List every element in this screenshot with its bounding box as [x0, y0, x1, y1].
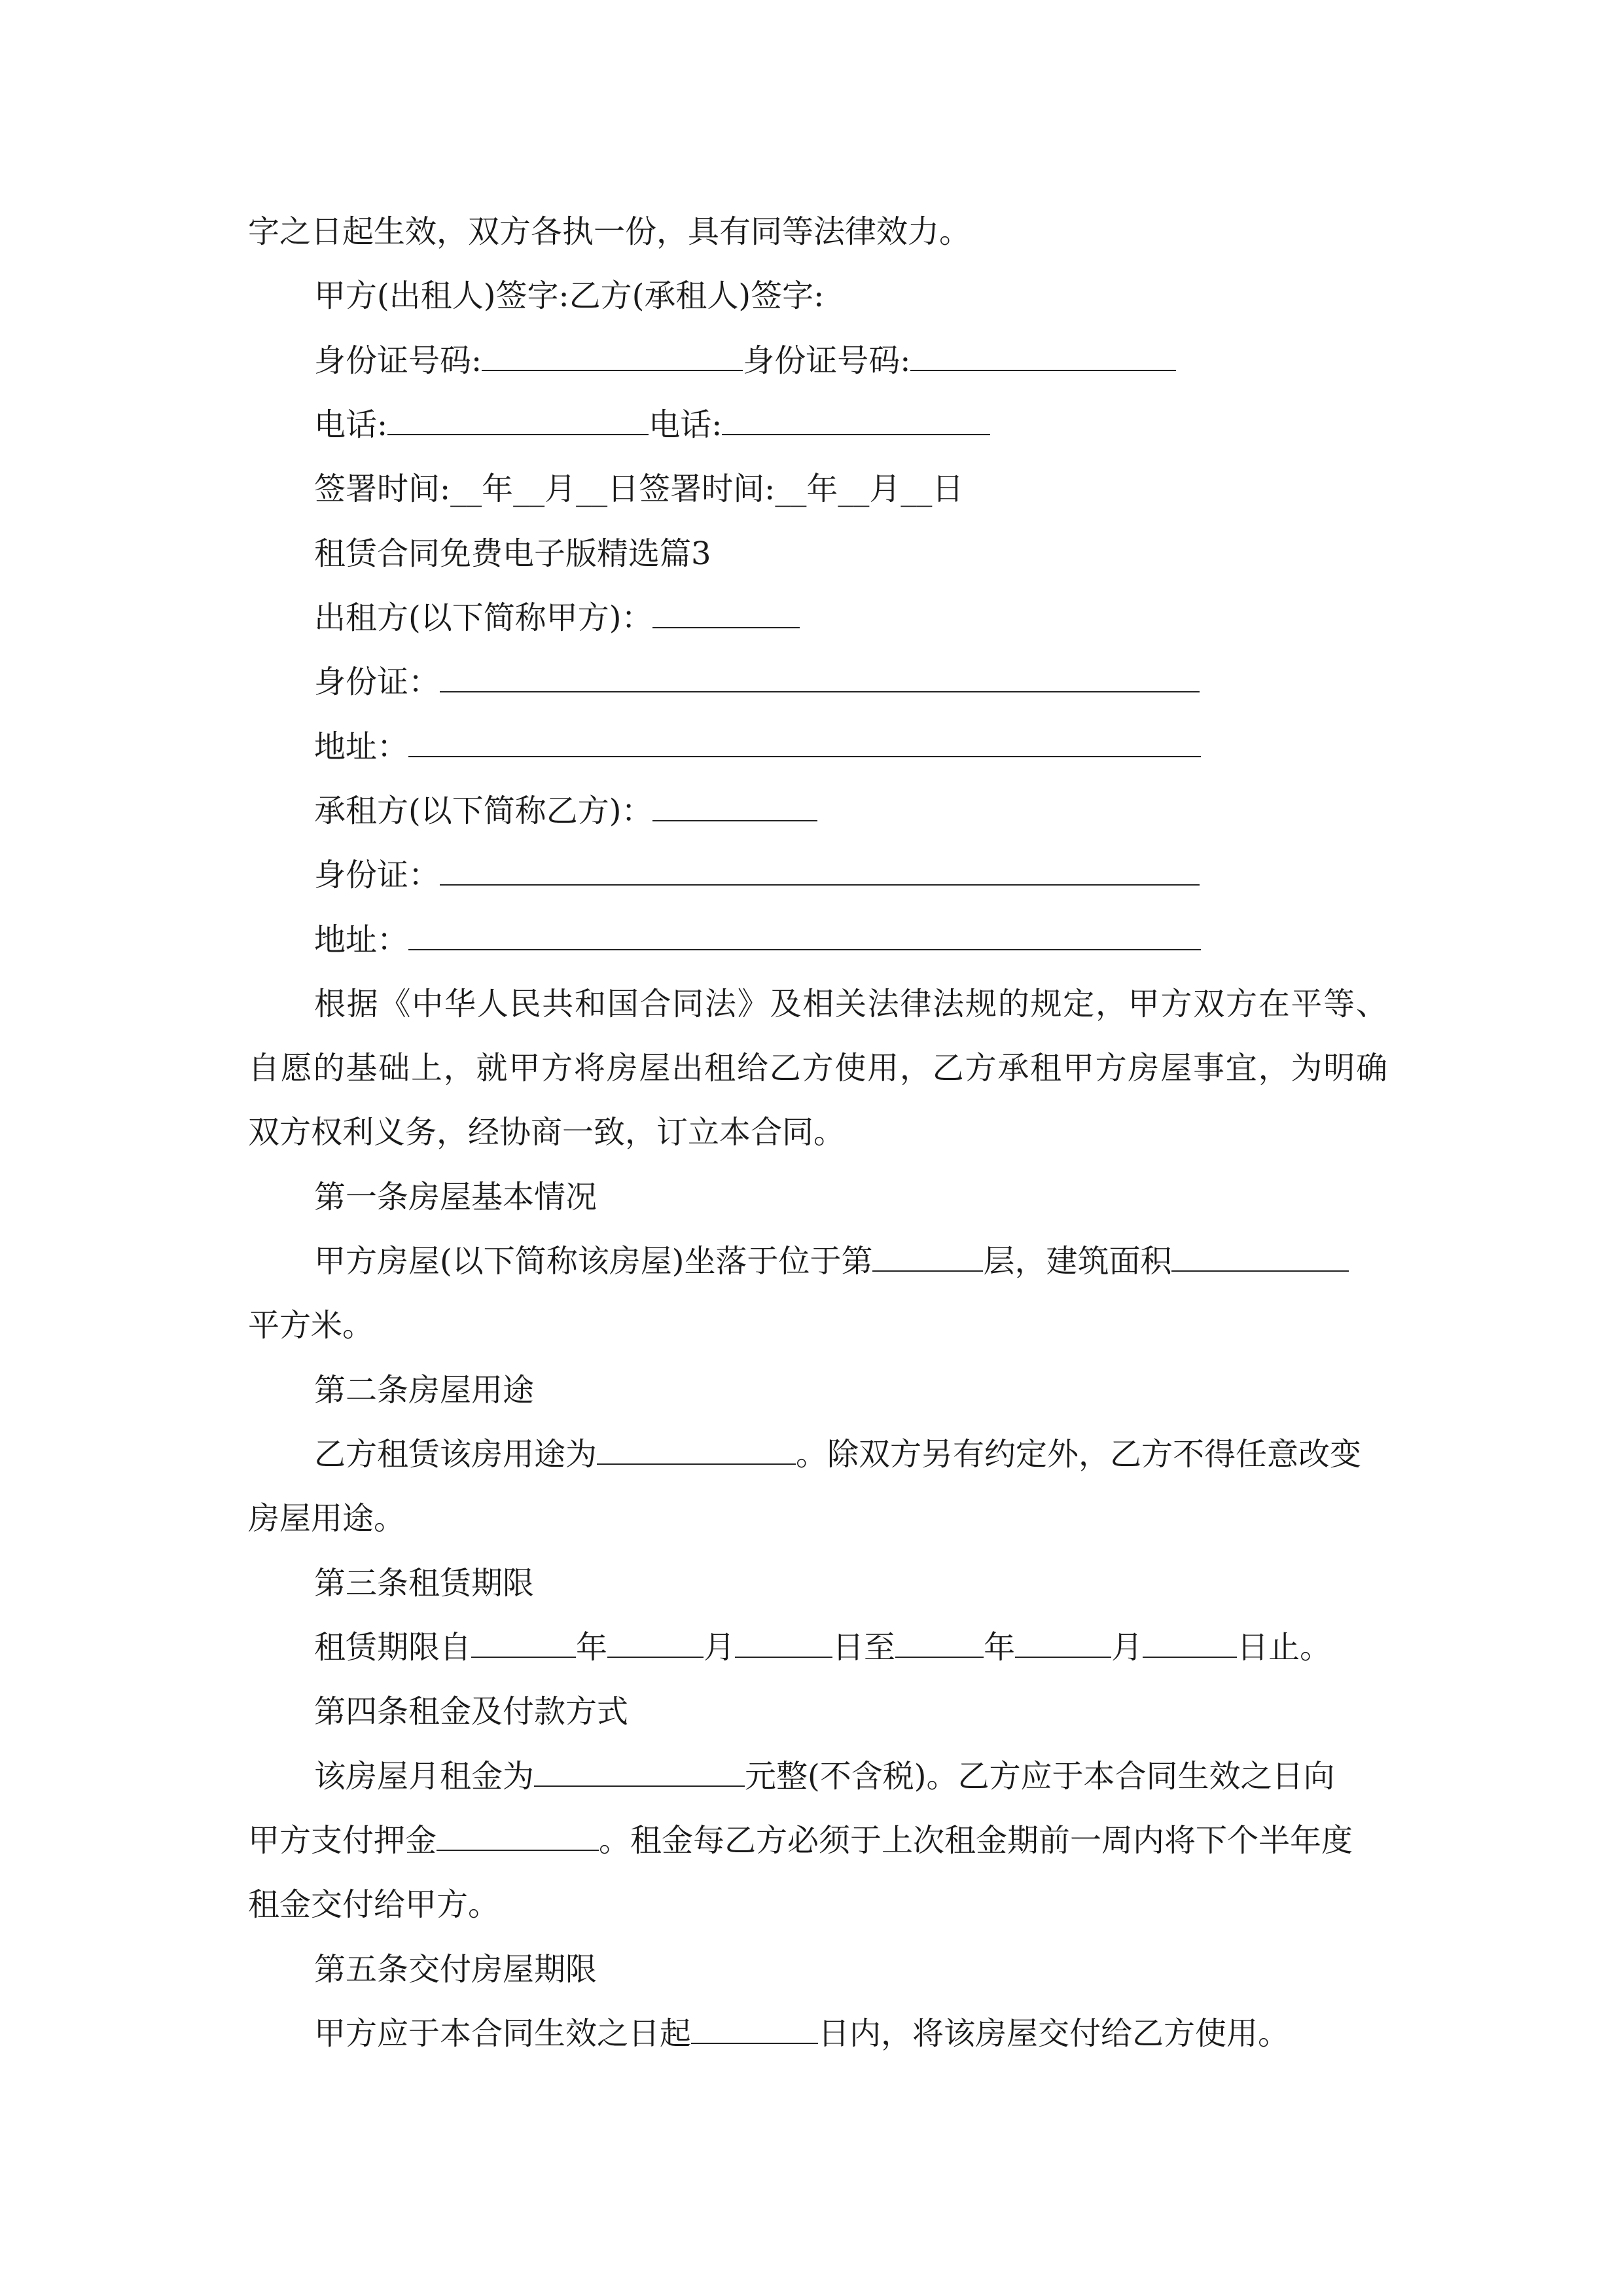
text: 元整(不含税)。乙方应于本合同生效之日向 — [745, 1758, 1335, 1795]
paragraph-line: 平方米。 — [248, 1307, 374, 1344]
paragraph-line: 租金交付给甲方。 — [248, 1886, 500, 1923]
label: 地址： — [314, 922, 409, 958]
paragraph-line — [314, 1242, 1349, 1281]
text: 甲方房屋(以下简称该房屋)坐落于位于第 — [314, 1243, 873, 1280]
area-blank[interactable] — [1171, 1244, 1349, 1272]
end-month-blank[interactable] — [1015, 1630, 1111, 1658]
lessor-line — [314, 598, 800, 637]
text: 日内，将该房屋交付给乙方使用。 — [818, 2015, 1290, 2052]
paragraph-line — [248, 1821, 1353, 1860]
text: 日至 — [832, 1629, 896, 1666]
lessee-id-blank[interactable] — [910, 344, 1176, 371]
delivery-days-blank[interactable] — [691, 2017, 818, 2044]
deposit-blank[interactable] — [437, 1823, 599, 1851]
label: 地址： — [314, 728, 409, 765]
rent-blank[interactable] — [534, 1759, 745, 1787]
label: 身份证： — [314, 857, 440, 893]
text: 月 — [1111, 1629, 1143, 1666]
text: 。除双方另有约定外，乙方不得任意改变 — [796, 1436, 1362, 1473]
lessee-blank[interactable] — [652, 794, 817, 821]
lessee-id-line — [314, 855, 1200, 895]
paragraph-line — [314, 1757, 1334, 1796]
lessee-line — [314, 791, 817, 831]
article-5-title: 第五条交付房屋期限 — [314, 1951, 597, 1988]
start-month-blank[interactable] — [607, 1630, 704, 1658]
id-number-line — [314, 341, 1176, 380]
section-title: 租赁合同免费电子版精选篇3 — [314, 535, 711, 572]
usage-blank[interactable] — [597, 1437, 796, 1465]
label: 电话: — [649, 406, 722, 443]
paragraph-line — [314, 2014, 1289, 2053]
text: 租赁期限自 — [314, 1629, 472, 1666]
text: 该房屋月租金为 — [314, 1758, 535, 1795]
paragraph-line: 双方权利义务，经协商一致，订立本合同。 — [248, 1114, 846, 1151]
paragraph-line: 字之日起生效，双方各执一份，具有同等法律效力。 — [248, 213, 971, 250]
text: 。租金每乙方必须于上次租金期前一周内将下个半年度 — [599, 1822, 1353, 1859]
text: 层，建筑面积 — [983, 1243, 1172, 1280]
lessee-id-blank[interactable] — [440, 858, 1200, 886]
paragraph-line: 根据《中华人民共和国合同法》及相关法律法规的规定，甲方双方在平等、 — [314, 986, 1387, 1022]
article-3-title: 第三条租赁期限 — [314, 1565, 535, 1602]
phone-line — [314, 405, 990, 444]
paragraph-line — [314, 1435, 1361, 1474]
text: 日止。 — [1237, 1629, 1332, 1666]
label: 身份证号码: — [743, 342, 911, 379]
lessee-phone-blank[interactable] — [722, 408, 990, 435]
lessor-id-line — [314, 662, 1200, 702]
label: 身份证： — [314, 664, 440, 700]
lessor-blank[interactable] — [652, 601, 800, 628]
label: 承租方(以下简称乙方)： — [314, 793, 653, 829]
start-year-blank[interactable] — [471, 1630, 576, 1658]
lessor-address-line — [314, 727, 1201, 766]
text: 月 — [704, 1629, 736, 1666]
paragraph-line: 自愿的基础上，就甲方将房屋出租给乙方使用，乙方承租甲方房屋事宜，为明确 — [248, 1050, 1387, 1086]
paragraph-line: 房屋用途。 — [248, 1500, 406, 1537]
signing-date-line: 签署时间:__年__月__日签署时间:__年__月__日 — [314, 471, 964, 507]
article-4-title: 第四条租金及付款方式 — [314, 1693, 629, 1730]
text: 甲方支付押金 — [248, 1822, 437, 1859]
lessor-id-blank[interactable] — [482, 344, 743, 371]
end-day-blank[interactable] — [1143, 1630, 1237, 1658]
lessor-phone-blank[interactable] — [387, 408, 649, 435]
text: 年 — [576, 1629, 608, 1666]
floor-blank[interactable] — [872, 1244, 983, 1272]
lessor-id-blank[interactable] — [440, 665, 1200, 692]
label: 电话: — [314, 406, 388, 443]
signature-heading: 甲方(出租人)签字:乙方(承租人)签字: — [314, 278, 825, 314]
start-day-blank[interactable] — [735, 1630, 832, 1658]
text: 乙方租赁该房用途为 — [314, 1436, 597, 1473]
article-1-title: 第一条房屋基本情况 — [314, 1179, 597, 1215]
lessor-address-blank[interactable] — [408, 730, 1201, 757]
end-year-blank[interactable] — [895, 1630, 984, 1658]
lessee-address-line — [314, 920, 1201, 960]
lease-term-line — [314, 1628, 1331, 1667]
label: 出租方(以下简称甲方)： — [314, 600, 653, 636]
lessee-address-blank[interactable] — [408, 923, 1201, 950]
text: 年 — [984, 1629, 1016, 1666]
text: 甲方应于本合同生效之日起 — [314, 2015, 692, 2052]
label: 身份证号码: — [314, 342, 482, 379]
article-2-title: 第二条房屋用途 — [314, 1372, 535, 1408]
